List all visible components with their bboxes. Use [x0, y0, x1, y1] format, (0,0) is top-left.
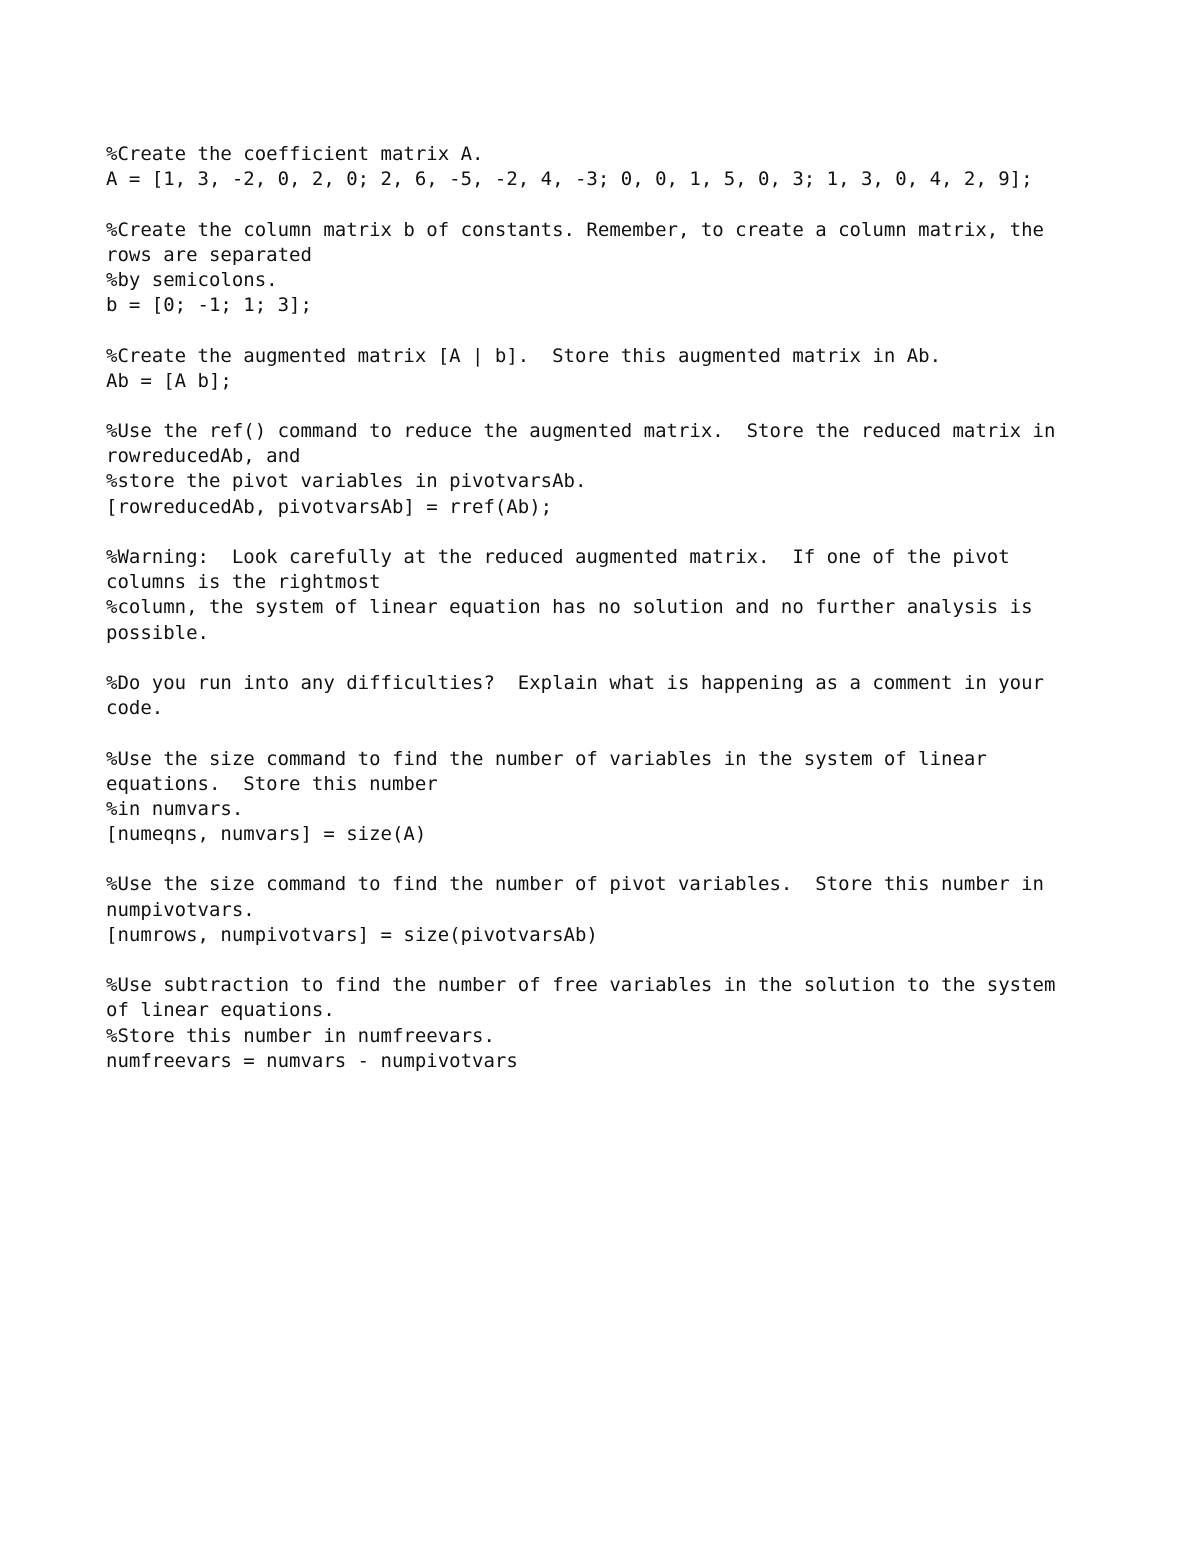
comment-line: %Use the size command to find the number of variables in the system of linear [106, 747, 987, 770]
comment-line: of linear equations. [106, 999, 335, 1022]
code-block-numfreevars [106, 973, 1106, 1074]
code-block-difficulties [106, 671, 1106, 721]
code-block-numpivotvars [106, 872, 1106, 948]
comment-line: %Create the column matrix b of constants. Remember, to create a column matrix, the [106, 218, 1044, 241]
comment-line: columns is the rightmost [106, 571, 381, 594]
comment-line: code. [106, 697, 164, 720]
comment-line: %by semicolons. [106, 268, 278, 291]
code-line: Ab = [A b]; [106, 369, 232, 392]
comment-line: equations. Store this number [106, 772, 438, 795]
comment-line: %Create the coefficient matrix A. [106, 143, 484, 165]
document-page [106, 142, 1106, 1099]
code-line: A = [1, 3, -2, 0, 2, 0; 2, 6, -5, -2, 4, -3; 0, 0, 1, 5, 0, 3; 1, 3, 0, 4, 2, 9]; [106, 168, 1033, 191]
code-block-numvars [106, 747, 1106, 848]
code-line: b = [0; -1; 1; 3]; [106, 294, 312, 317]
comment-line: numpivotvars. [106, 898, 255, 921]
comment-line: %in numvars. [106, 797, 244, 820]
code-block-rref [106, 419, 1106, 520]
comment-line: %store the pivot variables in pivotvarsAb. [106, 470, 587, 493]
comment-line: %Do you run into any difficulties? Explain what is happening as a comment in your [106, 671, 1044, 694]
code-line: [numrows, numpivotvars] = size(pivotvarsAb) [106, 923, 598, 946]
comment-line: rows are separated [106, 243, 312, 266]
comment-line: %Warning: Look carefully at the reduced augmented matrix. If one of the pivot [106, 546, 1010, 568]
code-block-column-matrix [106, 218, 1106, 319]
code-line: [numeqns, numvars] = size(A) [106, 823, 427, 846]
comment-line: %Use the ref() command to reduce the augmented matrix. Store the reduced matrix in [106, 420, 1056, 443]
code-block-warning [106, 545, 1106, 646]
comment-line: %Use the size command to find the number of pivot variables. Store this number in [106, 873, 1044, 896]
comment-line: %Store this number in numfreevars. [106, 1024, 495, 1047]
comment-line: possible. [106, 621, 209, 644]
comment-line: %Create the augmented matrix [A | b]. Store this augmented matrix in Ab. [106, 344, 942, 367]
code-line: [rowreducedAb, pivotvarsAb] = rref(Ab); [106, 495, 553, 518]
comment-line: %Use subtraction to find the number of free variables in the solution to the system [106, 974, 1056, 997]
comment-line: %column, the system of linear equation has no solution and no further analysis is [106, 596, 1033, 619]
comment-line: rowreducedAb, and [106, 445, 301, 468]
code-block-coefficient-matrix [106, 142, 1106, 192]
code-block-augmented-matrix [106, 344, 1106, 394]
code-line: numfreevars = numvars - numpivotvars [106, 1049, 518, 1072]
